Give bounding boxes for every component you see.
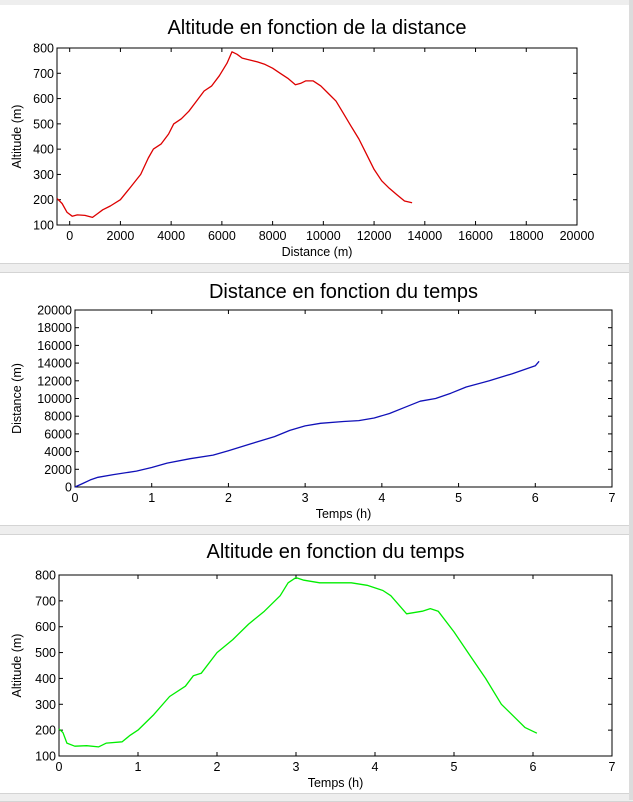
chart-altitude-distance — [0, 5, 633, 263]
panel-separator — [0, 525, 633, 535]
y-tick-label: 600 — [33, 92, 54, 107]
window-right-edge — [629, 0, 633, 800]
chart-title: Altitude en fonction de la distance — [167, 17, 467, 39]
y-tick-label: 14000 — [37, 356, 72, 371]
x-tick-label: 3 — [301, 491, 309, 505]
y-axis-label: Altitude (m) — [10, 633, 24, 698]
y-tick-label: 200 — [33, 193, 54, 208]
x-axis-label: Distance (m) — [281, 245, 353, 259]
y-tick-label: 600 — [35, 620, 56, 635]
y-tick-label: 2000 — [44, 462, 72, 477]
chart-distance-time — [0, 273, 633, 525]
panel-separator — [0, 793, 633, 802]
y-axis-label: Distance (m) — [10, 363, 24, 434]
y-tick-label: 500 — [35, 646, 56, 661]
x-tick-label: 6 — [531, 491, 539, 505]
y-tick-label: 300 — [35, 697, 56, 712]
y-tick-label: 18000 — [37, 321, 72, 336]
x-tick-label: 0 — [71, 491, 79, 505]
y-tick-label: 20000 — [37, 303, 72, 318]
x-axis-label: Temps (h) — [315, 507, 372, 521]
x-tick-label: 10000 — [305, 229, 341, 243]
x-tick-label: 4000 — [157, 229, 186, 243]
x-tick-label: 7 — [608, 491, 616, 505]
x-tick-label: 12000 — [356, 229, 392, 243]
y-tick-label: 100 — [33, 218, 54, 233]
chart-altitude-time — [0, 535, 633, 793]
x-tick-label: 18000 — [508, 229, 544, 243]
chart-panel-altitude-time — [0, 535, 633, 793]
x-tick-label: 2 — [213, 760, 221, 774]
y-tick-label: 700 — [35, 594, 56, 609]
x-tick-label: 1 — [134, 760, 142, 774]
y-tick-label: 200 — [35, 723, 56, 738]
y-tick-label: 100 — [35, 749, 56, 764]
chart-title: Altitude en fonction du temps — [206, 541, 465, 563]
x-tick-label: 4 — [378, 491, 386, 505]
x-tick-label: 6000 — [207, 229, 236, 243]
x-tick-label: 7 — [608, 760, 616, 774]
x-tick-label: 16000 — [458, 229, 493, 243]
plot-area — [57, 48, 577, 225]
y-tick-label: 500 — [33, 117, 54, 132]
x-tick-label: 4 — [371, 760, 379, 774]
chart-title: Distance en fonction du temps — [208, 281, 479, 303]
y-tick-label: 400 — [35, 671, 56, 686]
plot-area — [75, 310, 612, 487]
x-axis-label: Temps (h) — [307, 776, 364, 790]
y-tick-label: 6000 — [44, 427, 72, 442]
y-tick-label: 12000 — [37, 374, 72, 389]
x-tick-label: 5 — [450, 760, 458, 774]
x-tick-label: 2 — [224, 491, 232, 505]
y-tick-label: 8000 — [44, 409, 72, 424]
y-tick-label: 16000 — [37, 338, 72, 353]
x-tick-label: 0 — [55, 760, 63, 774]
y-tick-label: 800 — [33, 41, 54, 56]
panel-separator — [0, 263, 633, 273]
x-tick-label: 14000 — [407, 229, 443, 243]
x-tick-label: 6 — [529, 760, 537, 774]
y-axis-label: Altitude (m) — [10, 104, 24, 169]
x-tick-label: 1 — [148, 491, 156, 505]
x-tick-label: 2000 — [106, 229, 135, 243]
chart-panel-altitude-distance — [0, 5, 633, 263]
x-tick-label: 3 — [292, 760, 300, 774]
x-tick-label: 5 — [455, 491, 463, 505]
y-tick-label: 400 — [33, 142, 54, 157]
x-tick-label: 20000 — [559, 229, 595, 243]
y-tick-label: 800 — [35, 568, 56, 583]
y-tick-label: 10000 — [37, 392, 72, 406]
x-tick-label: 8000 — [258, 229, 287, 243]
y-tick-label: 300 — [33, 167, 54, 182]
x-tick-label: 0 — [66, 229, 74, 243]
y-tick-label: 700 — [33, 66, 54, 81]
y-tick-label: 0 — [65, 480, 72, 495]
y-tick-label: 4000 — [44, 445, 72, 460]
chart-panel-distance-time — [0, 273, 633, 525]
